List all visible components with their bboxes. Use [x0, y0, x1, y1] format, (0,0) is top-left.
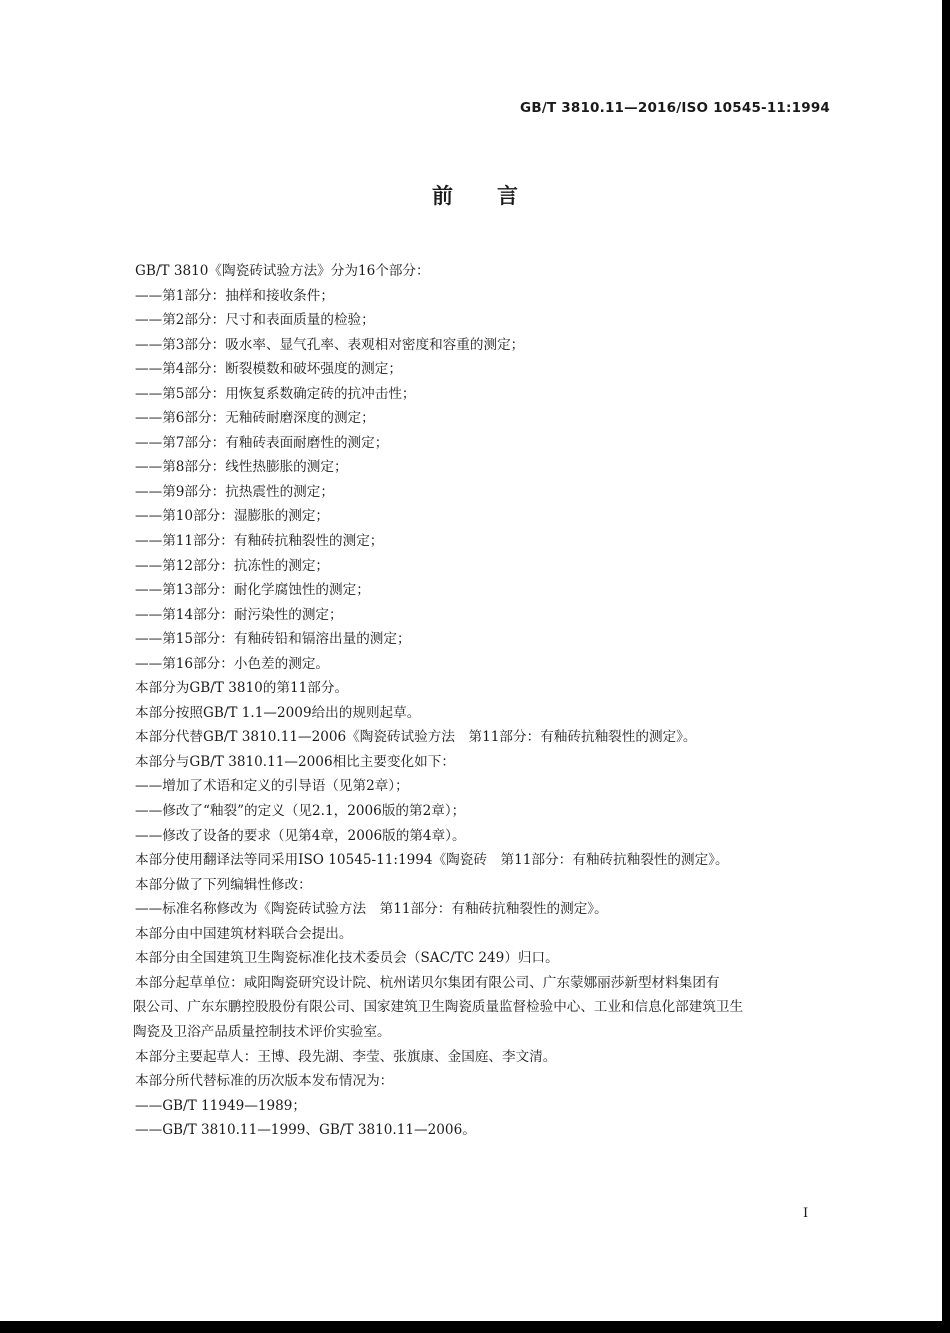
text-line: 陶瓷及卫浴产品质量控制技术评价实验室。: [133, 1023, 391, 1040]
text-line: ——修改了“釉裂”的定义（见2.1，2006版的第2章）；: [135, 803, 466, 820]
text-line: 本部分按照GB/T 1.1—2009给出的规则起草。: [135, 704, 421, 721]
text-line: ——第10部分：湿膨胀的测定；: [135, 508, 330, 525]
preface-body: [135, 259, 835, 1143]
text-line: ——第13部分：耐化学腐蚀性的测定；: [135, 582, 370, 599]
text-line: ——第12部分：抗冻性的测定；: [135, 557, 330, 574]
text-line: 限公司、广东东鹏控股股份有限公司、国家建筑卫生陶瓷质量监督检验中心、工业和信息化部建筑卫生: [133, 999, 744, 1016]
text-line: ——第9部分：抗热震性的测定；: [135, 483, 334, 500]
text-line: 本部分做了下列编辑性修改：: [135, 876, 312, 893]
text-line: ——第2部分：尺寸和表面质量的检验；: [135, 312, 375, 329]
text-line: 本部分与GB/T 3810.11—2006相比主要变化如下：: [135, 753, 455, 770]
text-line: ——GB/T 3810.11—1999、GB/T 3810.11—2006。: [135, 1122, 476, 1139]
text-line: 本部分主要起草人：王博、段先湖、李莹、张旗康、金国庭、李文清。: [135, 1048, 557, 1065]
page-number: I: [803, 1206, 809, 1221]
text-line: 本部分代替GB/T 3810.11—2006《陶瓷砖试验方法 第11部分：有釉砖抗釉裂性的测定》。: [135, 729, 697, 746]
text-line: ——第4部分：断裂模数和破坏强度的测定；: [135, 361, 402, 378]
text-line: ——修改了设备的要求（见第4章，2006版的第4章）。: [135, 827, 466, 844]
scan-border-right: [942, 0, 950, 1333]
text-line: ——第7部分：有釉砖表面耐磨性的测定；: [135, 434, 389, 451]
text-line: ——第11部分：有釉砖抗釉裂性的测定；: [135, 533, 384, 550]
page-title: 前言: [432, 184, 562, 208]
text-line: ——第6部分：无釉砖耐磨深度的测定；: [135, 410, 375, 427]
text-line: 本部分使用翻译法等同采用ISO 10545-11:1994《陶瓷砖 第11部分：有釉砖抗釉裂性的测定》。: [135, 852, 729, 869]
text-line: ——第3部分：吸水率、显气孔率、表观相对密度和容重的测定；: [135, 336, 525, 353]
standard-number-header: GB/T 3810.11—2016/ISO 10545-11:1994: [520, 100, 830, 116]
text-line: ——GB/T 11949—1989；: [135, 1097, 307, 1114]
text-line: ——第14部分：耐污染性的测定；: [135, 606, 343, 623]
text-line: ——第1部分：抽样和接收条件；: [135, 287, 334, 304]
text-line: GB/T 3810《陶瓷砖试验方法》分为16个部分：: [135, 263, 430, 279]
text-line: 本部分由全国建筑卫生陶瓷标准化技术委员会（SAC/TC 249）归口。: [135, 950, 559, 967]
text-line: 本部分所代替标准的历次版本发布情况为：: [135, 1073, 394, 1090]
text-line: ——增加了术语和定义的引导语（见第2章）；: [135, 778, 409, 795]
text-line: ——第16部分：小色差的测定。: [135, 655, 330, 672]
scan-border-bottom: [0, 1321, 950, 1333]
text-line: ——标准名称修改为《陶瓷砖试验方法 第11部分：有釉砖抗釉裂性的测定》。: [135, 901, 608, 918]
text-line: ——第5部分：用恢复系数确定砖的抗冲击性；: [135, 385, 416, 402]
text-line: 本部分为GB/T 3810的第11部分。: [135, 680, 349, 697]
text-line: 本部分由中国建筑材料联合会提出。: [135, 925, 353, 942]
text-line: ——第15部分：有釉砖铅和镉溶出量的测定；: [135, 631, 411, 648]
text-line: 本部分起草单位：咸阳陶瓷研究设计院、杭州诺贝尔集团有限公司、广东蒙娜丽莎新型材料集团有: [135, 974, 720, 991]
text-line: ——第8部分：线性热膨胀的测定；: [135, 459, 348, 476]
